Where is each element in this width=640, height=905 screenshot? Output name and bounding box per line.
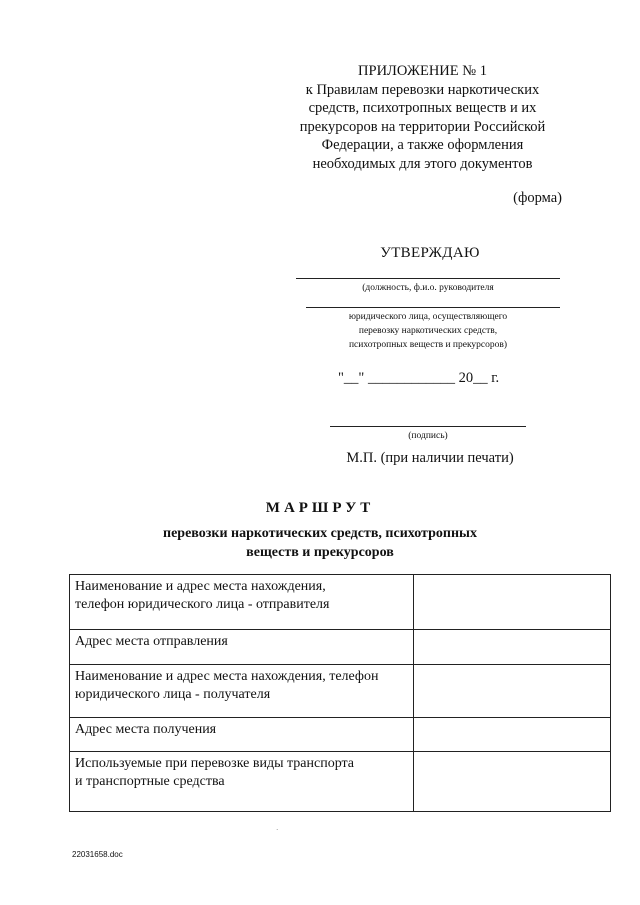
row-label (70, 665, 414, 718)
row-label-line: и транспортные средства (75, 774, 225, 789)
appendix-line: ПРИЛОЖЕНИЕ № 1 (358, 63, 487, 79)
row-value-field[interactable] (414, 630, 611, 665)
table-row (70, 665, 611, 718)
row-label-line: Наименование и адрес места нахождения, (75, 579, 326, 594)
org-caption-line: психотропных веществ и прекурсоров) (348, 340, 508, 350)
route-subtitle (110, 524, 530, 562)
signature-caption: (подпись) (408, 431, 448, 441)
table-row (70, 752, 611, 812)
route-table (69, 574, 611, 812)
table-row (70, 575, 611, 630)
appendix-line: средств, психотропных веществ и их (308, 100, 537, 116)
appendix-line: Федерации, а также оформления (321, 137, 524, 153)
row-value-field[interactable] (414, 718, 611, 752)
org-line (306, 307, 560, 308)
appendix-header (250, 62, 595, 173)
approval-title: УТВЕРЖДАЮ (380, 245, 480, 261)
approval-date: "__" ____________ 20__ г. (338, 370, 500, 386)
route-subtitle-line: веществ и прекурсоров (246, 545, 394, 560)
file-name: 22031658.doc (72, 850, 123, 859)
signature-line (330, 426, 526, 427)
org-caption (296, 310, 560, 352)
row-label (70, 630, 414, 665)
scan-dot: · (276, 826, 279, 834)
position-line (296, 278, 560, 279)
row-label (70, 718, 414, 752)
row-label-line: юридического лица - получателя (75, 687, 271, 702)
row-value-field[interactable] (414, 752, 611, 812)
row-value-field[interactable] (414, 575, 611, 630)
row-label (70, 752, 414, 812)
route-title: МАРШРУТ (265, 500, 375, 516)
row-label (70, 575, 414, 630)
route-subtitle-line: перевозки наркотических средств, психотропных (163, 526, 477, 541)
table-row (70, 718, 611, 752)
row-label-line: Адрес места отправления (75, 634, 228, 649)
org-caption-line: перевозку наркотических средств, (358, 326, 498, 336)
org-caption-line: юридического лица, осуществляющего (348, 312, 508, 322)
row-label-line: Наименование и адрес места нахождения, телефон (75, 669, 379, 684)
row-label-line: телефон юридического лица - отправителя (75, 597, 330, 612)
position-caption: (должность, ф.и.о. руководителя (362, 283, 494, 293)
appendix-line: к Правилам перевозки наркотических (305, 81, 540, 98)
seal-note: М.П. (при наличии печати) (346, 450, 514, 466)
appendix-line: необходимых для этого документов (312, 155, 533, 172)
row-label-line: Адрес места получения (75, 722, 217, 737)
row-value-field[interactable] (414, 665, 611, 718)
form-label: (форма) (513, 190, 562, 206)
table-row (70, 630, 611, 665)
row-label-line: Используемые при перевозке виды транспорта (75, 756, 355, 771)
appendix-line: прекурсоров на территории Российской (299, 118, 546, 135)
